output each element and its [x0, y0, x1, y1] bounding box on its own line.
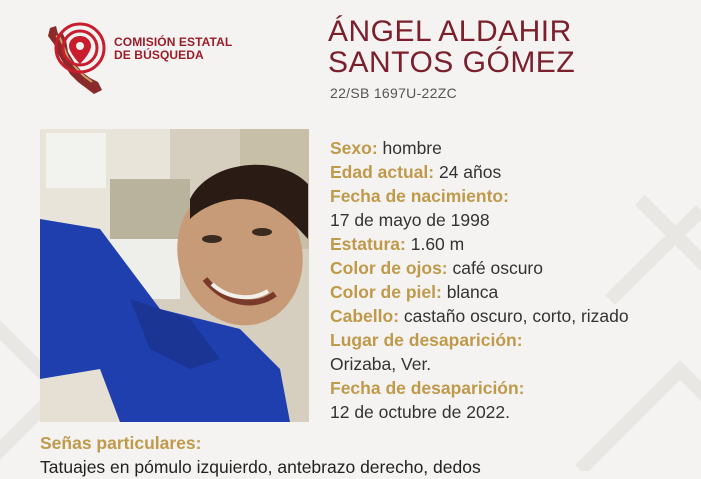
person-name-line2: SANTOS GÓMEZ [328, 46, 576, 79]
person-name [328, 16, 575, 78]
detail-sexo [330, 136, 700, 160]
case-id: 22/SB 1697U-22ZC [330, 85, 457, 101]
detail-fecha-label: Fecha de desaparición: [330, 378, 525, 398]
detail-cabello-label: Cabello: [330, 306, 400, 326]
detail-cabello [330, 304, 700, 328]
detail-edad-label: Edad actual: [330, 162, 435, 182]
agency-name-line2: DE BÚSQUEDA [114, 48, 204, 62]
distinguishing-features [40, 431, 700, 479]
detail-ojos-value: café oscuro [452, 258, 543, 278]
detail-sexo-label: Sexo: [330, 138, 378, 158]
detail-piel [330, 280, 700, 304]
detail-estatura-value: 1.60 m [410, 234, 465, 254]
detail-edad-value: 24 años [438, 162, 502, 182]
detail-ojos [330, 256, 700, 280]
agency-name-line1: COMISIÓN ESTATAL [114, 35, 233, 49]
detail-nacimiento-value: 17 de mayo de 1998 [330, 210, 490, 230]
detail-ojos-label: Color de ojos: [330, 258, 448, 278]
detail-lugar-value: Orizaba, Ver. [330, 354, 432, 374]
agency-logo [42, 22, 242, 97]
detail-sexo-value: hombre [382, 138, 442, 158]
detail-cabello-value: castaño oscuro, corto, rizado [403, 306, 629, 326]
detail-estatura [330, 232, 700, 256]
detail-piel-label: Color de piel: [330, 282, 442, 302]
person-details [330, 136, 700, 424]
detail-fecha-value: 12 de octubre de 2022. [330, 402, 511, 422]
detail-nacimiento-label: Fecha de nacimiento: [330, 186, 509, 206]
detail-lugar-label: Lugar de desaparición: [330, 330, 523, 350]
detail-piel-value: blanca [446, 282, 499, 302]
detail-edad [330, 160, 700, 184]
person-photo [40, 129, 309, 422]
veracruz-map-location-pin-icon [42, 22, 112, 97]
detail-estatura-label: Estatura: [330, 234, 406, 254]
features-label: Señas particulares: [40, 433, 202, 453]
features-text: Tatuajes en pómulo izquierdo, antebrazo derecho, dedos [40, 457, 481, 477]
person-name-line1: ÁNGEL ALDAHIR [328, 15, 572, 48]
